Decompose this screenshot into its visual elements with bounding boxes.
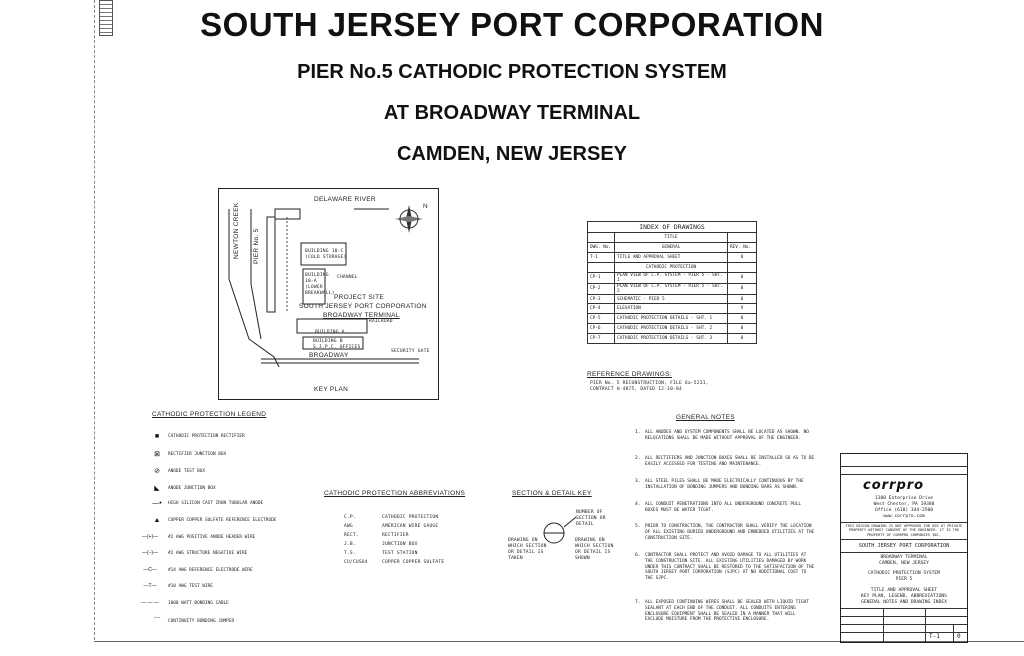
index-row: CP-3 SCHEMATIC - PIER 5 0 <box>588 294 757 304</box>
key-plan-broadway: BROADWAY <box>309 352 349 359</box>
key-plan-channel: CHANNEL <box>337 275 358 280</box>
reference-heading: REFERENCE DRAWINGS: <box>587 371 672 378</box>
sheet-subtitle-location: CAMDEN, NEW JERSEY <box>396 143 628 165</box>
anode-test-box-icon: ⊘ <box>154 468 160 475</box>
index-col-rev: REV. No. <box>728 242 757 252</box>
key-plan-building-mid: BUILDING 10-A (LOWER BREAKWALL) <box>305 273 335 296</box>
note-item: 5. PRIOR TO CONSTRUCTION, THE CONTRACTOR SHALL VERIFY THE LOCATION OF ALL EXISTING BURIED UNDERGROUND AND EMBEDDED UTILITIES AT THE CONSTRUCTION SITE. <box>635 524 815 541</box>
legend-item: —(+)— #2 AWG POSITIVE ANODE HEADER WIRE <box>132 534 255 540</box>
index-title: INDEX OF DRAWINGS <box>588 222 757 233</box>
bonding-jumper-icon: ⌒ <box>153 618 161 625</box>
section-key-number-label: NUMBER OF SECTION OR DETAIL <box>576 510 606 527</box>
legend-item: ◣ ANODE JUNCTION BOX <box>146 484 216 492</box>
corrpro-address-4: www.corrpro.com <box>883 514 925 519</box>
section-key-heading: SECTION & DETAIL KEY <box>512 490 592 497</box>
key-plan-caption: KEY PLAN <box>314 386 349 393</box>
index-row: CATHODIC PROTECTION <box>588 262 757 272</box>
index-row: CP-5 CATHODIC PROTECTION DETAILS - SHT. 1 0 <box>588 314 757 324</box>
rectifier-junction-box-icon: ⊠ <box>154 451 160 458</box>
negative-wire-icon: —(–)— <box>141 550 159 556</box>
key-plan-building-b: BUILDING B S.J.P.C. OFFICES <box>313 339 361 350</box>
key-plan-railroad: RAILROAD <box>369 319 393 324</box>
index-row: CP-6 CATHODIC PROTECTION DETAILS - SHT. 2 0 <box>588 324 757 334</box>
key-plan-terminal: BROADWAY TERMINAL <box>323 312 400 319</box>
key-plan-pier-label: PIER No. 5 <box>253 228 260 264</box>
key-plan-project-site: PROJECT SITE <box>334 294 385 301</box>
key-plan-corporation: SOUTH JERSEY PORT CORPORATION <box>299 303 427 310</box>
legend-item: —T— #10 AWG TEST WIRE <box>132 583 213 589</box>
key-plan-river-side: NEWTON CREEK <box>233 202 240 259</box>
title-block-client: SOUTH JERSEY PORT CORPORATION <box>858 543 950 549</box>
north-arrow-compass <box>395 205 423 233</box>
title-block-project-1: CATHODIC PROTECTION SYSTEM <box>868 571 940 576</box>
title-block-revision: 0 <box>957 633 961 640</box>
legend-item: — — — 1000 WATT BONDING CABLE <box>132 600 229 606</box>
abbrev-value: AMERICAN WIRE GAUGE <box>382 524 439 529</box>
legend-item: —(–)— #2 AWG STRUCTURE NEGATIVE WIRE <box>132 550 247 556</box>
sheet-subtitle-terminal: AT BROADWAY TERMINAL <box>383 102 641 124</box>
title-block-sheet-1: TITLE AND APPROVAL SHEET <box>870 588 938 593</box>
reference-line1: PIER No. 5 RECONSTRUCTION, FILE 6a-5231, <box>590 381 709 386</box>
index-col-dwg: DWG. No. <box>588 242 615 252</box>
reference-wire-icon: —C— <box>143 567 157 573</box>
key-plan-north-label: N <box>423 203 428 210</box>
abbrev-key: AWG <box>344 524 353 529</box>
abbrev-value: CATHODIC PROTECTION <box>382 515 439 520</box>
key-plan-security-gate: SECURITY GATE <box>391 349 430 354</box>
index-row: CP-7 CATHODIC PROTECTION DETAILS - SHT. 3 0 <box>588 334 757 344</box>
notes-heading: GENERAL NOTES <box>676 414 735 421</box>
section-key-shown-label: DRAWING ON WHICH SECTION OR DETAIL IS SHOWN <box>575 538 614 561</box>
index-row: T-1 TITLE AND APPROVAL SHEET 0 <box>588 252 757 262</box>
corrpro-address-2: West Chester, PA 19380 <box>873 502 935 507</box>
key-plan-building-top: BUILDING 10-C (COLD STORAGE) <box>305 249 347 260</box>
rectifier-icon: ■ <box>154 433 160 440</box>
sheet-left-margin-line <box>94 0 95 640</box>
key-plan <box>218 188 439 400</box>
tubular-anode-icon: —• <box>152 500 162 507</box>
positive-wire-icon: —(+)— <box>141 534 159 540</box>
note-item: 2. ALL RECTIFIERS AND JUNCTION BOXES SHALL BE INSTALLED SO AS TO BE EASILY ACCESSED FOR TESTING AND MAINTENANCE. <box>635 456 815 467</box>
abbrev-key: C.P. <box>344 515 356 520</box>
title-block-project-2: PIER 5 <box>895 577 913 582</box>
corrpro-address-3: Office (610) 344-2500 <box>874 508 934 513</box>
test-wire-icon: —T— <box>143 583 157 589</box>
legend-item: —• HIGH SILICON CAST IRON TUBULAR ANODE <box>146 500 263 507</box>
key-plan-river-top: DELAWARE RIVER <box>314 196 376 203</box>
index-row: CP-1 PLAN VIEW OF C.P. SYSTEM - PIER 5 - SHT. 1 0 <box>588 272 757 283</box>
title-block-sheet-3: GENERAL NOTES AND DRAWING INDEX <box>861 600 947 605</box>
abbrev-key: J.B. <box>344 542 356 547</box>
key-plan-building-a: BUILDING A <box>315 330 345 335</box>
corrpro-logo: corrpro <box>863 478 925 493</box>
corrpro-address-1: 1300 Enterprise Drive <box>874 496 934 501</box>
abbrev-heading: CATHODIC PROTECTION ABBREVIATIONS <box>324 490 466 497</box>
abbrev-value: TEST STATION <box>382 551 418 556</box>
title-block-location-2: CAMDEN, NEW JERSEY <box>879 561 929 566</box>
reference-line2: CONTRACT H-4875, DATED 12-10-84 <box>590 387 682 392</box>
legend-item: ■ CATHODIC PROTECTION RECTIFIER <box>146 433 245 440</box>
note-item: 1. ALL ANODES AND SYSTEM COMPONENTS SHALL BE LOCATED AS SHOWN. NO RELOCATIONS SHALL BE MADE WITHOUT APPROVAL OF THE ENGINEER. <box>635 430 809 441</box>
index-of-drawings <box>587 221 757 344</box>
abbrev-value: RECTIFIER <box>382 533 409 538</box>
note-item: 7. ALL EXPOSED CONTINUING WIRES SHALL BE SEALED WITH LIQUID TIGHT SEALANT AT EACH END OF THE CONDUIT. ALL CONDUITS ENTERING ENCLOSURE EQUIPMENT SHALL BE SEALED IN A MANNER THAT WILL EXCLUDE MOISTURE FROM THE PROTECTIVE ENCLOSURE. <box>635 600 809 623</box>
anode-junction-box-icon: ◣ <box>154 485 160 492</box>
index-col-title: TITLE <box>615 233 728 243</box>
index-col-general: GENERAL <box>615 242 728 252</box>
legend-heading: CATHODIC PROTECTION LEGEND <box>152 411 267 418</box>
note-item: 4. ALL CONDUIT PENETRATIONS INTO ALL UNDERGROUND CONCRETE PULL BOXES MUST BE WATER TIGHT. <box>635 502 801 513</box>
title-block-location-1: BROADWAY TERMINAL <box>880 555 928 560</box>
legend-item: ▲ COPPER COPPER SULFATE REFERENCE ELECTRODE <box>146 517 276 524</box>
reference-electrode-icon: ▲ <box>153 517 161 524</box>
abbrev-value: JUNCTION BOX <box>382 542 418 547</box>
legend-item: ⊘ ANODE TEST BOX <box>146 467 205 475</box>
note-item: 3. ALL STEEL PILES SHALL BE MADE ELECTRICALLY CONTINUOUS BY THE INSTALLATION OF BONDING JUMPERS AND BONDING BARS AS SHOWN. <box>635 479 804 490</box>
abbrev-key: RECT. <box>344 533 359 538</box>
title-block-sheet-2: KEY PLAN, LEGEND, ABBREVIATIONS <box>861 594 947 599</box>
title-block-drawing-number: T-1 <box>929 633 940 640</box>
sheet-title: SOUTH JERSEY PORT CORPORATION <box>200 6 824 43</box>
abbrev-key: T.S. <box>344 551 356 556</box>
note-item: 6. CONTRACTOR SHALL PROTECT AND AVOID DAMAGE TO ALL UTILITIES AT THE CONSTRUCTION SITE. ALL EXISTING UTILITIES DAMAGED BY WORK UNDER THIS CONTRACT SHALL BE RESTORED TO THE SATISFACTION OF THE SOUTH JERSEY PORT CORPORATION (SJPC) AT NO ADDITIONAL COST TO THE SJPC. <box>635 553 815 582</box>
legend-item: —C— #14 AWG REFERENCE ELECTRODE WIRE <box>132 567 253 573</box>
legend-item: ⊠ RECTIFIER JUNCTION BOX <box>146 450 226 458</box>
bonding-cable-icon: — — — <box>141 600 159 606</box>
abbrev-value: COPPER COPPER SULFATE <box>382 560 445 565</box>
abbrev-key: CU/CUSO4 <box>344 560 368 565</box>
legend-item: ⌒ CONTINUITY BONDING JUMPER <box>146 616 234 626</box>
title-block-disclaimer: THIS DESIGN DRAWING IS NOT APPROVED FOR USE AT PRIVATE PROPERTY WITHOUT CONSENT OF THE ENGINEER. IT IS THE PROPERTY OF CORRPRO COMPANIES INC. <box>845 524 963 537</box>
index-row: CP-4 ELEVATION V <box>588 304 757 314</box>
section-key-taken-label: DRAWING ON WHICH SECTION OR DETAIL IS TAKEN <box>508 538 547 561</box>
index-row: CP-2 PLAN VIEW OF C.P. SYSTEM - PIER 5 - SHT. 2 0 <box>588 283 757 294</box>
sheet-subtitle-system: PIER No.5 CATHODIC PROTECTION SYSTEM <box>297 61 727 83</box>
title-block <box>840 453 968 643</box>
